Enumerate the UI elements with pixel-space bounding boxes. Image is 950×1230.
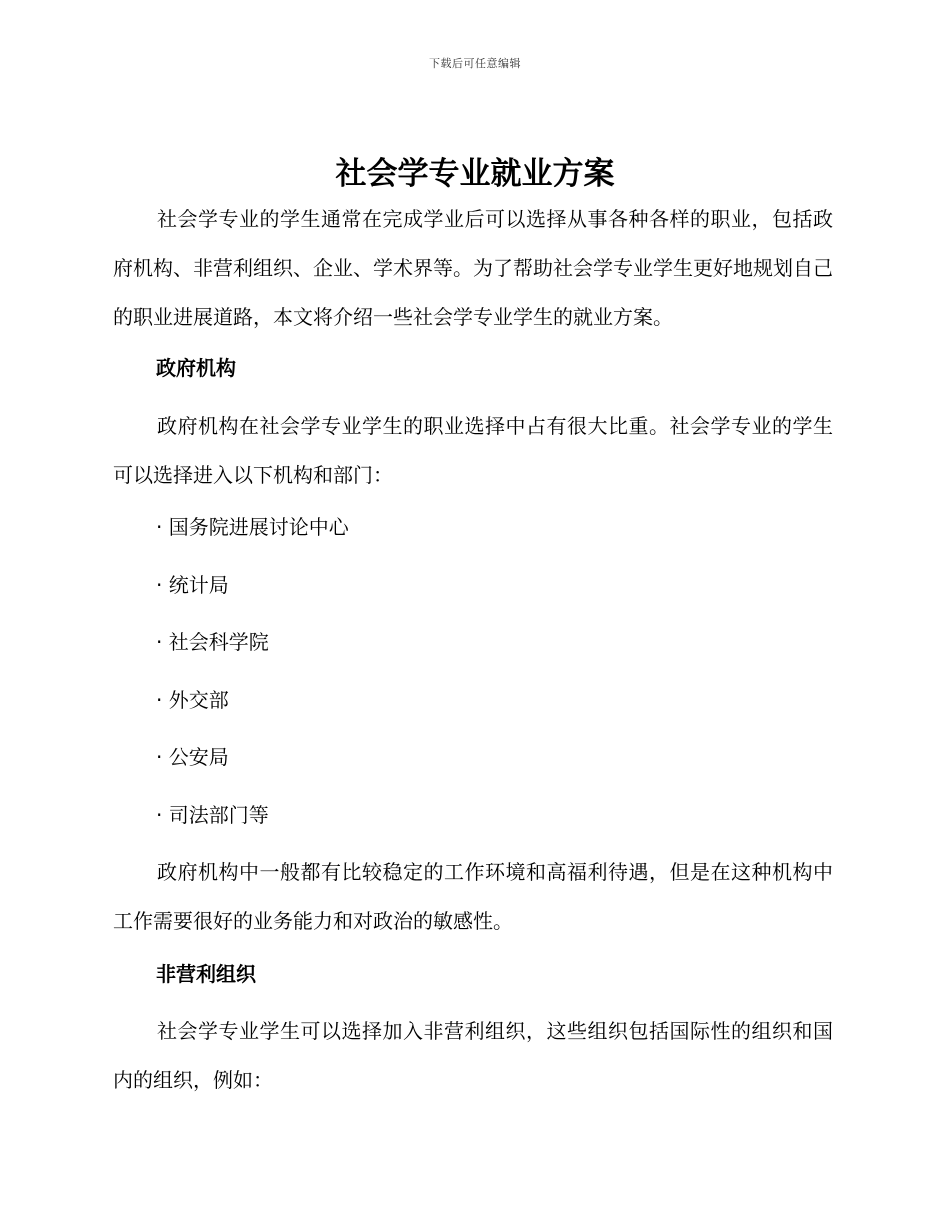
list-item: · 社会科学院 <box>156 630 269 654</box>
list-item: · 司法部门等 <box>156 803 269 827</box>
list-item: · 外交部 <box>156 688 229 712</box>
government-paragraph: 政府机构在社会学专业学生的职业选择中占有很大比重。社会学专业的学生可以选择进入以下机构和部门： <box>113 414 833 487</box>
government-closing-paragraph: 政府机构中一般都有比较稳定的工作环境和高福利待遇，但是在这种机构中工作需要很好的业务能力和对政治的敏感性。 <box>113 860 833 933</box>
list-item: · 公安局 <box>156 745 229 769</box>
intro-paragraph: 社会学专业的学生通常在完成学业后可以选择从事各种各样的职业，包括政府机构、非营利组织、企业、学术界等。为了帮助社会学专业学生更好地规划自己的职业进展道路，本文将介绍一些社会学专业学生的就业方案。 <box>113 207 833 329</box>
nonprofit-paragraph: 社会学专业学生可以选择加入非营利组织，这些组织包括国际性的组织和国内的组织，例如： <box>113 1019 833 1092</box>
section-heading-nonprofit: 非营利组织 <box>156 962 256 986</box>
list-item: · 统计局 <box>156 573 229 597</box>
header-note: 下载后可任意编辑 <box>429 57 521 70</box>
document-title: 社会学专业就业方案 <box>335 156 615 192</box>
list-item: · 国务院进展讨论中心 <box>156 515 349 539</box>
section-heading-government: 政府机构 <box>156 356 236 380</box>
